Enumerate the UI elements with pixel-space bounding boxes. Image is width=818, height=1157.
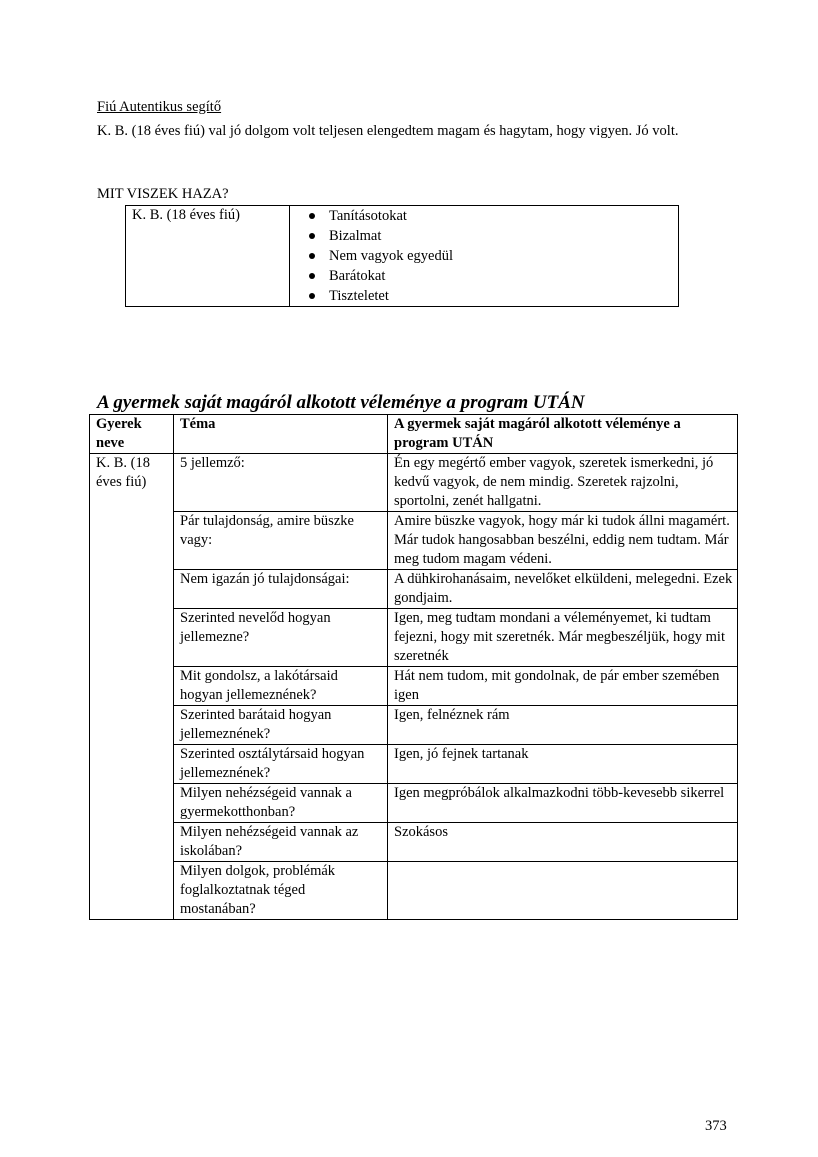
intro-paragraph: K. B. (18 éves fiú) val jó dolgom volt teljesen elengedtem magam és hagytam, hogy vigyen. Jó volt. <box>97 123 679 139</box>
answer-cell: Szokásos <box>388 823 738 862</box>
topic-cell: Milyen nehézségeid vannak az iskolában? <box>174 823 388 862</box>
table-row <box>90 454 738 512</box>
topic-cell: Milyen nehézségeid vannak a gyermekotthonban? <box>174 784 388 823</box>
topic-cell: 5 jellemző: <box>174 454 388 512</box>
section-heading: Fiú Autentikus segítő <box>97 99 222 115</box>
list-item: Bizalmat <box>295 226 673 246</box>
header-child: Gyerek neve <box>90 415 174 454</box>
takeaway-name: K. B. (18 éves fiú) <box>126 206 290 307</box>
table-row <box>90 512 738 570</box>
header-opinion: A gyermek saját magáról alkotott véleménye a program UTÁN <box>388 415 738 454</box>
table-row <box>90 745 738 784</box>
table-row <box>90 609 738 667</box>
section-title: A gyermek saját magáról alkotott véleménye a program UTÁN <box>97 392 585 413</box>
takeaway-table <box>125 205 679 307</box>
answer-cell: Igen megpróbálok alkalmazkodni több-kevesebb sikerrel <box>388 784 738 823</box>
answer-cell <box>388 862 738 920</box>
topic-cell: Szerinted nevelőd hogyan jellemezne? <box>174 609 388 667</box>
list-item: Tiszteletet <box>295 286 673 306</box>
opinion-table <box>89 414 738 920</box>
question-title: MIT VISZEK HAZA? <box>97 186 229 202</box>
topic-cell: Szerinted osztálytársaid hogyan jellemeznének? <box>174 745 388 784</box>
answer-cell: Igen, jó fejnek tartanak <box>388 745 738 784</box>
answer-cell: A dühkirohanásaim, nevelőket elküldeni, melegedni. Ezek gondjaim. <box>388 570 738 609</box>
answer-cell: Én egy megértő ember vagyok, szeretek ismerkedni, jó kedvű vagyok, de nem mindig. Szeretek rajzolni, sportolni, zenét hallgatni. <box>388 454 738 512</box>
topic-cell: Pár tulajdonság, amire büszke vagy: <box>174 512 388 570</box>
topic-cell: Mit gondolsz, a lakótársaid hogyan jellemeznének? <box>174 667 388 706</box>
takeaway-list <box>295 206 673 306</box>
table-row <box>90 862 738 920</box>
table-row <box>90 823 738 862</box>
table-row <box>90 570 738 609</box>
table-row <box>90 784 738 823</box>
list-item: Tanításotokat <box>295 206 673 226</box>
takeaway-list-cell <box>290 206 679 307</box>
answer-cell: Hát nem tudom, mit gondolnak, de pár ember szemében igen <box>388 667 738 706</box>
topic-cell: Szerinted barátaid hogyan jellemeznének? <box>174 706 388 745</box>
table-row <box>90 706 738 745</box>
topic-cell: Milyen dolgok, problémák foglalkoztatnak téged mostanában? <box>174 862 388 920</box>
answer-cell: Igen, felnéznek rám <box>388 706 738 745</box>
page-number: 373 <box>705 1118 727 1134</box>
table-row <box>90 667 738 706</box>
answer-cell: Amire büszke vagyok, hogy már ki tudok állni magamért. Már tudok hangosabban beszélni, eddig nem tudtam. Már meg tudom magam védeni. <box>388 512 738 570</box>
table-header-row <box>90 415 738 454</box>
answer-cell: Igen, meg tudtam mondani a véleményemet, ki tudtam fejezni, hogy mit szeretnék. Már megbeszéljük, hogy mit szeretnék <box>388 609 738 667</box>
child-name-cell: K. B. (18 éves fiú) <box>90 454 174 920</box>
list-item: Barátokat <box>295 266 673 286</box>
header-topic: Téma <box>174 415 388 454</box>
topic-cell: Nem igazán jó tulajdonságai: <box>174 570 388 609</box>
list-item: Nem vagyok egyedül <box>295 246 673 266</box>
